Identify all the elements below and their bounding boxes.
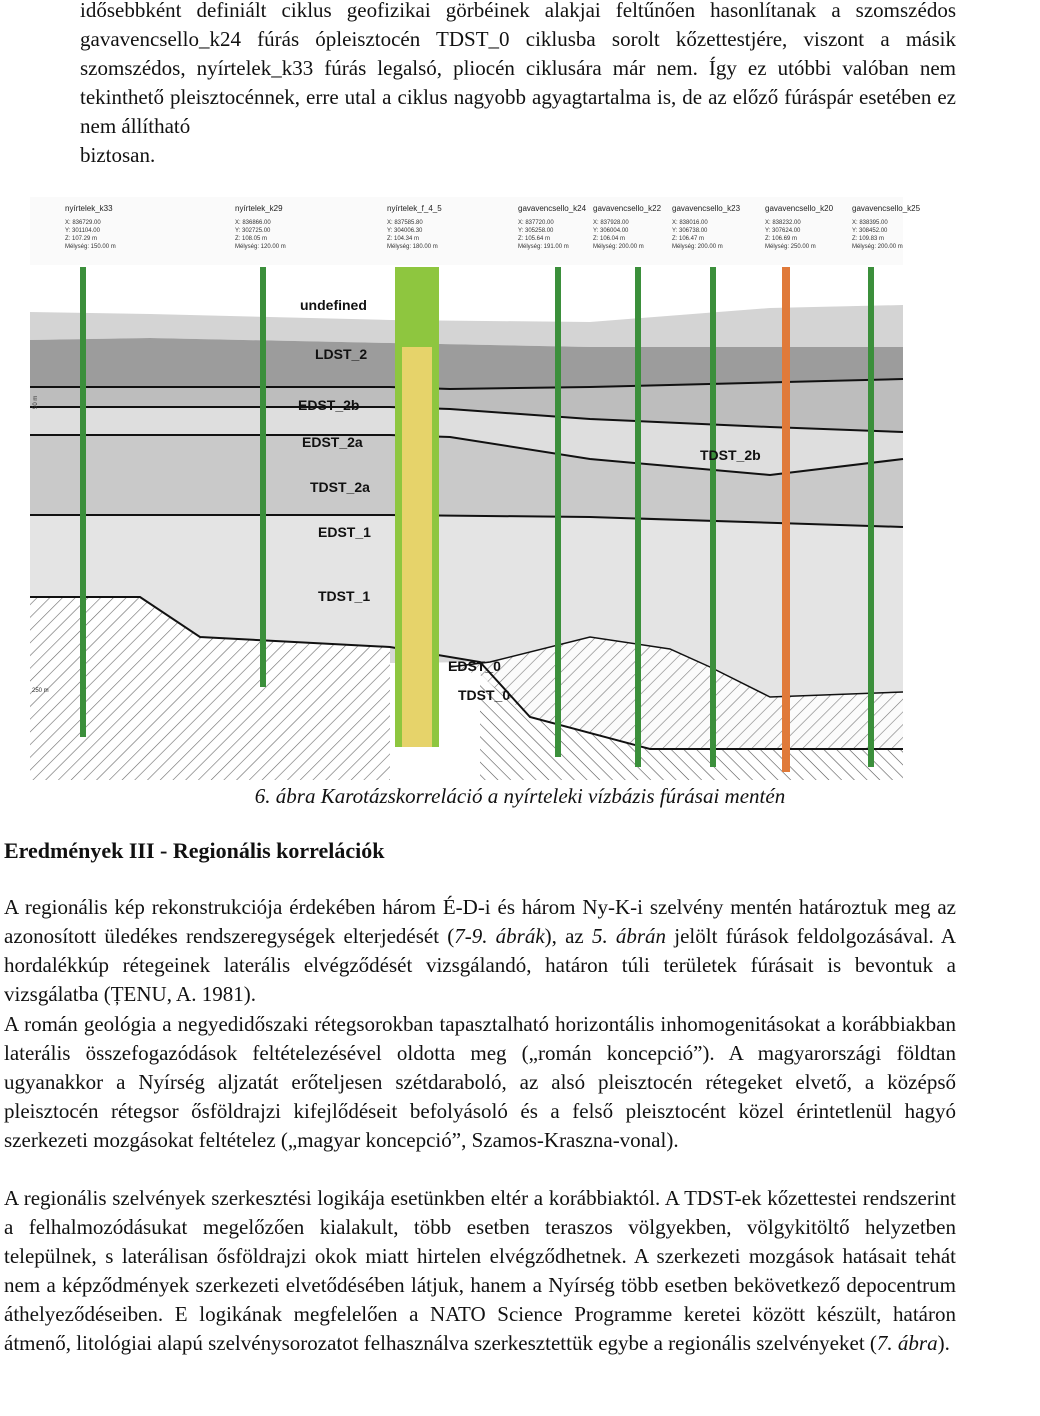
- well-meta-x: X: 837928.00: [593, 220, 629, 226]
- well-column-k25: [868, 267, 874, 767]
- scale-label-250: 250 m: [32, 688, 49, 694]
- well-name-label: nyírtelek_k33: [65, 204, 113, 213]
- unit-label-tdst2a: TDST_2a: [310, 479, 370, 495]
- well-name-label: nyírtelek_f_4_5: [387, 204, 442, 213]
- well-meta-depth: Mélység: 250.00 m: [765, 244, 816, 250]
- paragraph-2: A román geológia a negyedidőszaki rétegsorokban tapasztalható horizontális inhomogenitásokat a korábbiakban laterális összefogazódások feltételezésével oldotta meg („román koncepció”). A magyarországi földtan ugyanakkor a Nyírség aljzatát erőteljesen szétdaraboló, az alsó pleisztocén rétegeket elvető, a középső pleisztocén rétegsor ősföldrajzi kifejlődéseit befolyásoló és a felső pleisztocént közel érintetlenül hagyó szerkezeti mozgásokat feltételez („magyar koncepció”, Szamos-Kraszna-vonal).: [4, 1012, 956, 1152]
- intro-text: idősebbként definiált ciklus geofizikai görbéinek alakjai feltűnően hasonlítanak a szomszédos gavavencsello_k24 fúrás ópleisztocén TDST_0 ciklusba sorolt kőzettestjére, viszont a másik szomszédos, nyírtelek_k33 fúrás legalsó, pliocén ciklusára már nem. Így ez utóbbi valóban nem tekinthető pleisztocénnek, erre utal a ciklus nagyobb agyagtartalma is, de az előző fúráspár esetében ez nem állítható: [80, 0, 956, 138]
- paragraph-1: A regionális kép rekonstrukciója érdekében három É-D-i és három Ny-K-i szelvény mentén határoztuk meg az azonosított üledékes rendszeregységek elterjedését (7-9. ábrák), az 5. ábrán jelölt fúrások feldolgozásával. A hordalékkúp rétegeinek laterális elvégződését vizsgálandó, határon túli területek fúrásait is bevontuk a vizsgálatba (ȚENU, A. 1981).: [4, 895, 956, 1006]
- well-meta-x: X: 838232.00: [765, 220, 801, 226]
- well-meta-x: X: 837720.00: [518, 220, 554, 226]
- unit-label-edst2b: EDST_2b: [298, 397, 360, 413]
- well-column-k29: [260, 267, 266, 687]
- well-meta-depth: Mélység: 200.00 m: [672, 244, 723, 250]
- unit-label-undefined: undefined: [300, 297, 367, 313]
- well-name-label: gavavencsello_k22: [593, 204, 662, 213]
- section-heading: Eredmények III - Regionális korrelációk: [4, 838, 385, 863]
- well-name-label: gavavencsello_k20: [765, 204, 834, 213]
- well-meta-depth: Mélység: 200.00 m: [852, 244, 903, 250]
- well-meta-depth: Mélység: 120.00 m: [235, 244, 286, 250]
- well-meta-x: X: 836866.00: [235, 220, 271, 226]
- well-meta-y: Y: 306004.00: [593, 228, 629, 234]
- well-column-f45-core: [402, 347, 432, 747]
- scale-label-50: 50 m: [33, 395, 39, 409]
- unit-label-edst0: EDST_0: [448, 658, 501, 674]
- well-meta-z: Z: 106.04 m: [593, 236, 626, 242]
- intro-paragraph: [80, 0, 956, 170]
- well-meta-y: Y: 301104.00: [65, 228, 100, 234]
- well-meta-z: Z: 106.47 m: [672, 236, 705, 242]
- well-meta-x: X: 836729.00: [65, 220, 101, 226]
- well-meta-z: Z: 109.83 m: [852, 236, 885, 242]
- well-meta-x: X: 837585.80: [387, 220, 423, 226]
- well-meta-z: Z: 107.29 m: [65, 236, 98, 242]
- well-column-k22: [635, 267, 641, 767]
- unit-label-ldst2: LDST_2: [315, 346, 368, 362]
- well-column-k23: [710, 267, 716, 767]
- well-meta-z: Z: 108.05 m: [235, 236, 268, 242]
- intro-text-last: biztosan.: [80, 143, 156, 167]
- well-meta-x: X: 838395.00: [852, 220, 888, 226]
- well-meta-depth: Mélység: 180.00 m: [387, 244, 438, 250]
- well-meta-depth: Mélység: 200.00 m: [593, 244, 644, 250]
- unit-label-tdst1: TDST_1: [318, 588, 371, 604]
- well-meta-z: Z: 104.34 m: [387, 236, 420, 242]
- well-meta-depth: Mélység: 191.00 m: [518, 244, 569, 250]
- well-meta-y: Y: 307624.00: [765, 228, 801, 234]
- well-meta-z: Z: 106.69 m: [765, 236, 798, 242]
- well-meta-y: Y: 302725.00: [235, 228, 271, 234]
- well-meta-depth: Mélység: 150.00 m: [65, 244, 116, 250]
- well-log-correlation-figure: [30, 197, 921, 780]
- well-name-label: gavavencsello_k25: [852, 204, 921, 213]
- unit-label-edst1: EDST_1: [318, 524, 371, 540]
- well-meta-y: Y: 305258.00: [518, 228, 554, 234]
- unit-label-edst2a: EDST_2a: [302, 434, 363, 450]
- figure-caption: 6. ábra Karotázskorreláció a nyírteleki vízbázis fúrásai mentén: [254, 784, 786, 808]
- well-meta-y: Y: 308452.00: [852, 228, 888, 234]
- well-column-k33: [80, 267, 86, 737]
- well-meta-y: Y: 306738.00: [672, 228, 708, 234]
- well-meta-y: Y: 304006.30: [387, 228, 423, 234]
- well-name-label: gavavencsello_k23: [672, 204, 741, 213]
- well-column-k24: [555, 267, 561, 757]
- well-name-label: gavavencsello_k24: [518, 204, 587, 213]
- well-name-label: nyírtelek_k29: [235, 204, 283, 213]
- unit-label-tdst2b: TDST_2b: [700, 447, 761, 463]
- well-meta-x: X: 838016.00: [672, 220, 708, 226]
- unit-label-tdst0: TDST_0: [458, 687, 511, 703]
- paragraph-3: A regionális szelvények szerkesztési logikája esetünkben eltér a korábbiaktól. A TDST-ek kőzettestei rendszerint a felhalmozódásukat megelőzően kialakult, több esetben teraszos völgyekben, völgykitöltő helyzetben települnek, s laterálisan ősföldrajzi okok miatt hirtelen elvégződhetnek. A szerkezeti mozgások hatásait tehát nem a képződmények szerkezeti elvetődésében látjuk, hanem a Nyírség több esetben bekövetkező depocentrum áthelyeződéseiben. E logikának megfelelően a NATO Science Programme keretei között készült, határon átmenő, litológiai alapú szelvénysorozatot felhasználva szerkesztettük egybe a regionális szelvényeket (7. ábra).: [4, 1186, 956, 1355]
- well-meta-z: Z: 105.64 m: [518, 236, 551, 242]
- well-column-k20: [782, 267, 790, 772]
